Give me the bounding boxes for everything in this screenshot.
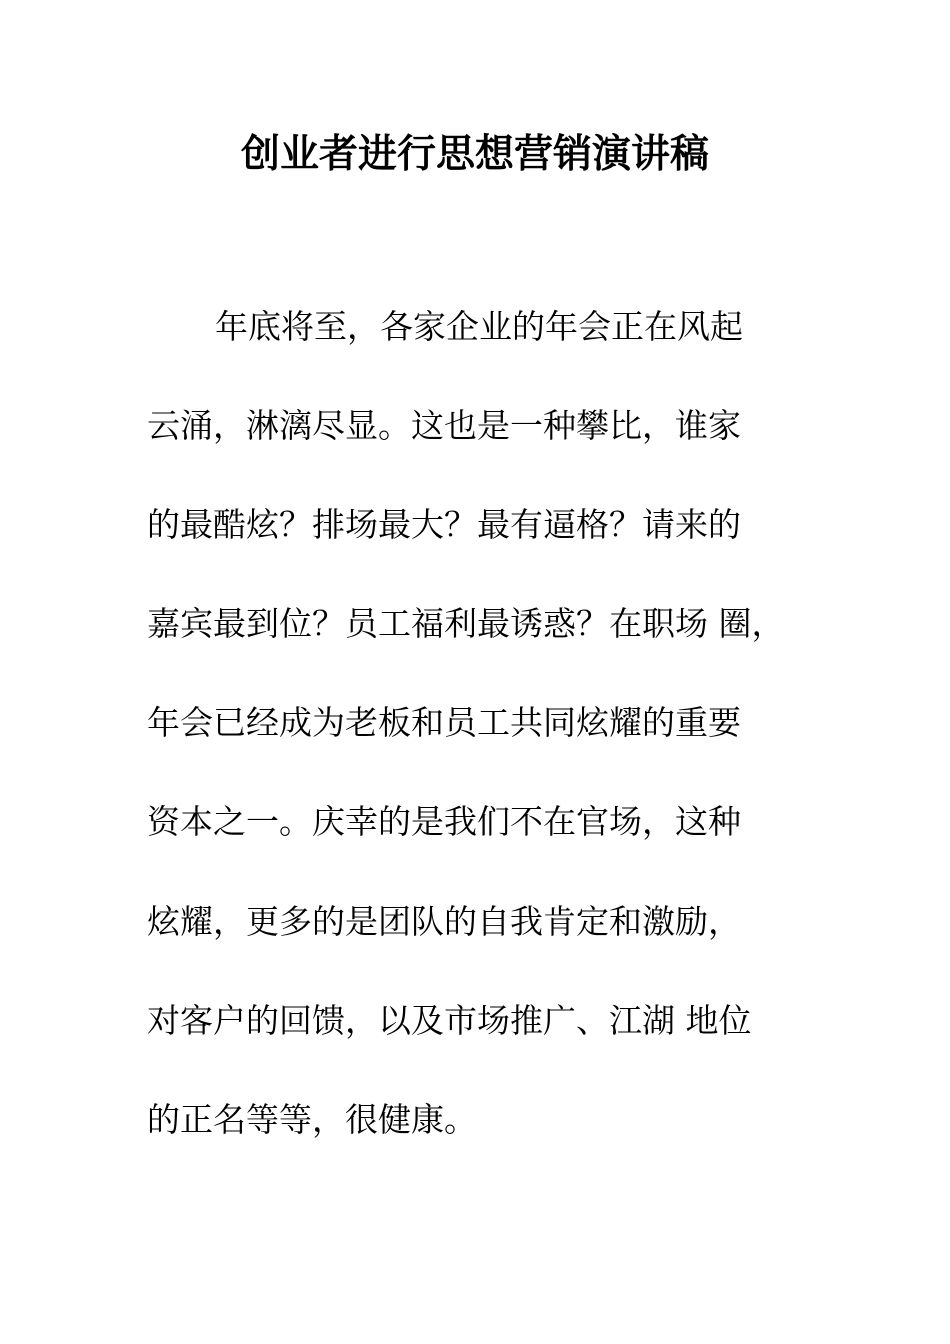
paragraph-line-7: 炫耀，更多的是团队的自我肯定和激励，: [147, 902, 741, 941]
document-title: 创业者进行思想营销演讲稿: [240, 131, 709, 177]
paragraph-line-3: 的最酷炫？排场最大？最有逼格？请来的: [147, 505, 741, 544]
paragraph-line-8: 对客户的回馈，以及市场推广、江湖 地位: [147, 1001, 752, 1040]
paragraph-line-1: 年底将至，各家企业的年会正在风起: [215, 307, 743, 346]
paragraph-line-5: 年会已经成为老板和员工共同炫耀的重要: [147, 703, 741, 742]
paragraph-line-9: 的正名等等，很健康。: [147, 1100, 477, 1139]
paragraph-line-4: 嘉宾最到位？员工福利最诱惑？在职场 圈，: [147, 604, 785, 643]
paragraph-line-6: 资本之一。庆幸的是我们不在官场，这种: [147, 802, 741, 841]
paragraph-line-2: 云涌，淋漓尽显。这也是一种攀比，谁家: [147, 406, 741, 445]
